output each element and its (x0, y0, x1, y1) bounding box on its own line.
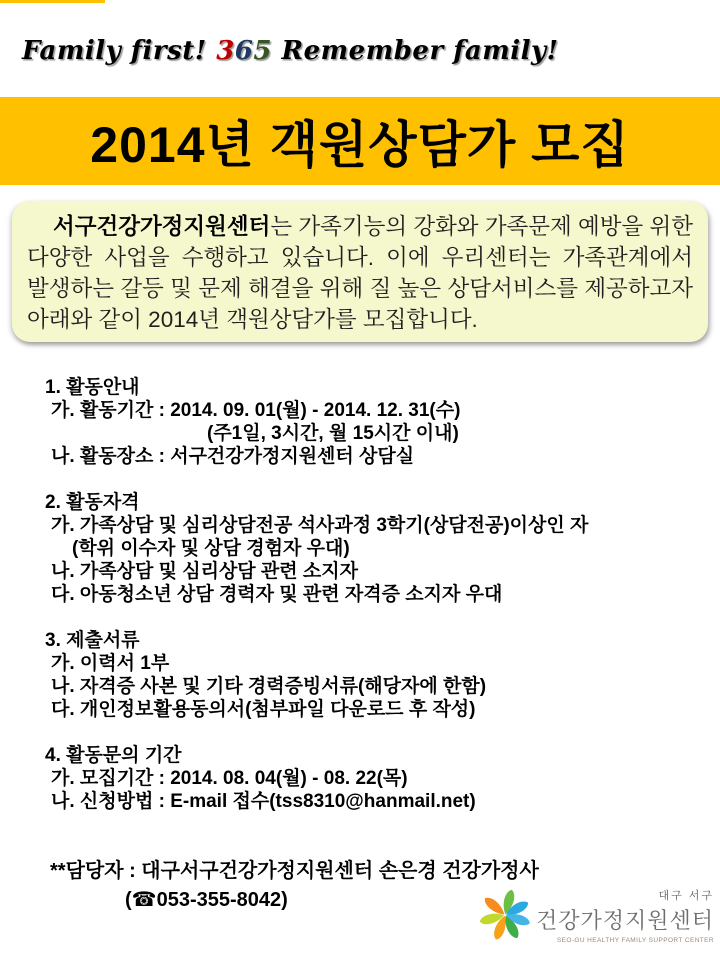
body-content (45, 376, 705, 836)
section-line: (학위 이수자 및 상담 경험자 우대) (72, 538, 350, 559)
intro-box (12, 201, 708, 342)
slogan-digit-3: 3 (216, 36, 235, 66)
page-title: 2014년 객원상담가 모집 (90, 117, 630, 173)
section-line: 다. 개인정보활용동의서(첨부파일 다운로드 후 작성) (51, 699, 476, 720)
section-line: 가. 이력서 1부 (51, 653, 170, 674)
section-documents (45, 629, 705, 721)
slogan-pre: Family first! (22, 36, 217, 66)
section-title: 2. 활동자격 (45, 492, 140, 513)
section-line: 나. 활동장소 : 서구건강가정지원센터 상담실 (51, 446, 415, 467)
flower-pinwheel-icon (477, 884, 533, 946)
slogan-text (22, 36, 559, 66)
section-qualifications (45, 491, 705, 606)
section-activity-info (45, 376, 705, 468)
section-line: 가. 활동기간 : 2014. 09. 01(월) - 2014. 12. 31(수) (51, 400, 461, 421)
slogan-digit-6: 6 (234, 36, 254, 66)
intro-center-name: 서구건강가정지원센터 (53, 214, 271, 239)
contact-person: **담당자 : 대구서구건강가정지원센터 손은경 건강가정사 (50, 860, 539, 882)
intro-paragraph: 는 가족기능의 강화와 가족문제 예방을 위한 다양한 사업을 수행하고 있습니다. 이에 우리센터는 가족관계에서 발생하는 갈등 및 문제 해결을 위해 질 높은 상담서비스를 제공하고자 아래와 같이 2014년 객원상담가를 모집합니다. (27, 214, 693, 332)
section-title: 4. 활동문의 기간 (45, 745, 182, 766)
slogan-digit-5: 5 (253, 36, 272, 66)
section-application-period (45, 744, 705, 813)
section-line: 나. 가족상담 및 심리상담 관련 소지자 (51, 561, 358, 582)
section-title: 1. 활동안내 (45, 377, 140, 398)
top-accent-line (0, 0, 105, 3)
section-title: 3. 제출서류 (45, 630, 140, 651)
logo-english-subtitle: SEO-GU HEALTHY FAMILY SUPPORT CENTER (556, 936, 714, 944)
section-line: (주1일, 3시간, 월 15시간 이내) (207, 423, 459, 444)
logo-center-name: 건강가정지원센터 (535, 907, 714, 933)
title-banner (0, 97, 720, 185)
section-line: 나. 신청방법 : E-mail 접수(tss8310@hanmail.net) (51, 791, 476, 812)
section-line: 가. 가족상담 및 심리상담전공 석사과정 3학기(상담전공)이상인 자 (51, 515, 589, 536)
contact-footer (50, 857, 539, 915)
contact-phone: (☎053-355-8042) (125, 889, 288, 911)
section-line: 다. 아동청소년 상담 경력자 및 관련 자격증 소지자 우대 (51, 584, 503, 605)
logo-region-label: 대구 서구 (658, 889, 714, 902)
section-line: 가. 모집기간 : 2014. 08. 04(월) - 08. 22(목) (51, 768, 408, 789)
logo-text-block (536, 887, 714, 944)
slogan-post: Remember family! (271, 36, 559, 66)
center-logo (477, 884, 714, 946)
section-line: 나. 자격증 사본 및 기타 경력증빙서류(해당자에 한함) (51, 676, 487, 697)
